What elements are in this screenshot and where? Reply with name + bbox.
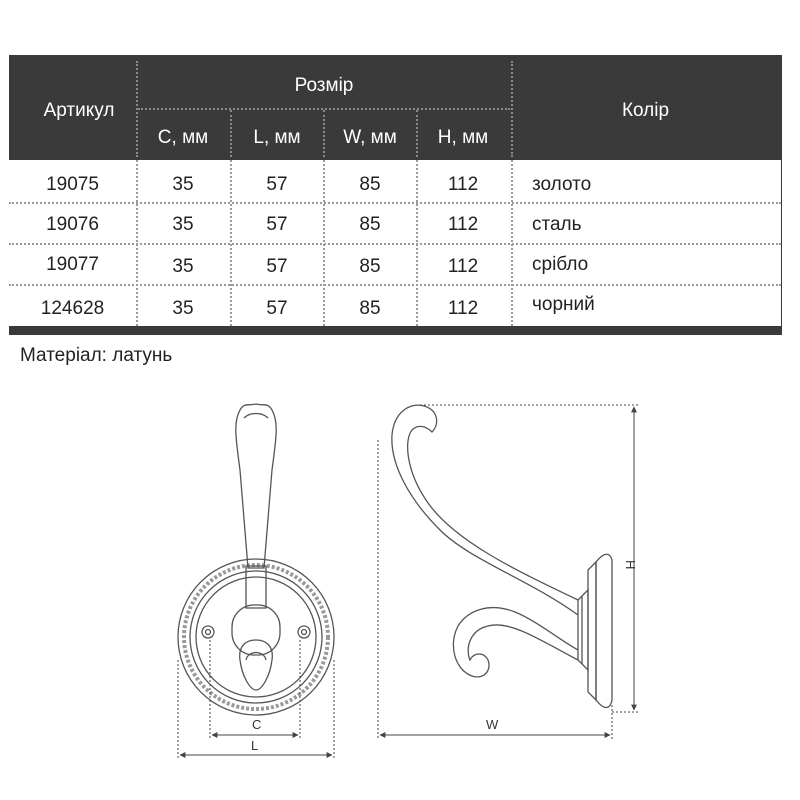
cell-l: 57 bbox=[266, 214, 288, 235]
lower-tip bbox=[246, 653, 266, 661]
label-h: H bbox=[623, 560, 638, 570]
cell-l: 57 bbox=[266, 256, 288, 277]
cell-article: 19075 bbox=[46, 174, 99, 195]
cell-w: 85 bbox=[359, 256, 381, 277]
screw-hole bbox=[298, 626, 310, 638]
column-divider bbox=[136, 160, 138, 326]
cell-l: 57 bbox=[266, 174, 288, 195]
header-h: H, мм bbox=[437, 127, 489, 148]
row-divider bbox=[9, 284, 781, 286]
column-divider bbox=[511, 160, 513, 326]
cell-w: 85 bbox=[359, 298, 381, 319]
header-w: W, мм bbox=[343, 127, 397, 148]
base-plate bbox=[196, 577, 316, 697]
cell-color: сталь bbox=[532, 214, 582, 235]
upper-arm bbox=[236, 404, 276, 568]
header-divider bbox=[230, 110, 232, 157]
lower-tip bbox=[240, 640, 273, 690]
cell-w: 85 bbox=[359, 214, 381, 235]
cell-c: 35 bbox=[172, 174, 194, 195]
side-dimensions bbox=[378, 405, 640, 740]
base-inner-ring bbox=[190, 571, 322, 703]
row-divider bbox=[9, 202, 781, 204]
upper-arm bbox=[244, 414, 268, 419]
cell-color: чорний bbox=[532, 294, 595, 315]
header-article: Артикул bbox=[43, 100, 115, 121]
cell-h: 112 bbox=[447, 256, 479, 277]
cell-article: 19077 bbox=[46, 254, 99, 275]
side-view bbox=[392, 405, 612, 707]
cell-h: 112 bbox=[447, 298, 479, 319]
header-size-group: Розмір bbox=[294, 75, 354, 96]
header-c: C, мм bbox=[157, 127, 209, 148]
table-body bbox=[9, 160, 781, 326]
cell-c: 35 bbox=[172, 214, 194, 235]
header-divider bbox=[511, 61, 513, 157]
cell-color: срібло bbox=[532, 254, 589, 275]
side-lower-hook bbox=[453, 608, 578, 677]
column-divider bbox=[230, 160, 232, 326]
side-base-plate bbox=[588, 562, 596, 700]
hook-drawing bbox=[0, 380, 800, 800]
cell-h: 112 bbox=[447, 174, 479, 195]
base-outer-ring bbox=[178, 559, 334, 715]
cell-color: золото bbox=[532, 174, 592, 195]
screw-hole bbox=[202, 626, 214, 638]
side-base-collar bbox=[578, 590, 588, 670]
label-c: C bbox=[252, 717, 262, 732]
label-w: W bbox=[486, 717, 499, 732]
cell-article: 19076 bbox=[46, 214, 99, 235]
cell-c: 35 bbox=[172, 298, 194, 319]
side-base-plate bbox=[596, 554, 612, 707]
cell-article: 124628 bbox=[40, 298, 105, 319]
column-divider bbox=[416, 160, 418, 326]
cell-h: 112 bbox=[447, 214, 479, 235]
stem bbox=[246, 566, 266, 608]
label-l: L bbox=[251, 738, 259, 753]
stem-boss bbox=[232, 605, 280, 655]
cell-w: 85 bbox=[359, 174, 381, 195]
header-divider bbox=[323, 110, 325, 157]
column-divider bbox=[323, 160, 325, 326]
screw-hole bbox=[302, 630, 307, 635]
header-color: Колір bbox=[621, 100, 670, 121]
header-l: L, мм bbox=[253, 127, 301, 148]
screw-hole bbox=[206, 630, 211, 635]
header-divider bbox=[416, 110, 418, 157]
front-view bbox=[178, 404, 334, 715]
material-note: Матеріал: латунь bbox=[20, 345, 173, 366]
row-divider bbox=[9, 243, 781, 245]
cell-c: 35 bbox=[172, 256, 194, 277]
side-upper-arm bbox=[392, 405, 578, 615]
cell-l: 57 bbox=[266, 298, 288, 319]
